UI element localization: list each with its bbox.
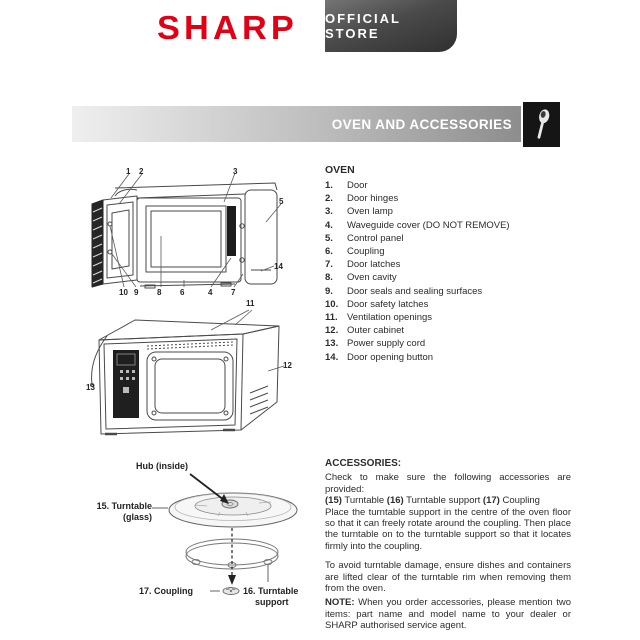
list-item: [325, 351, 571, 364]
list-item: [325, 311, 571, 324]
list-item: [325, 258, 571, 271]
item-label: Ventilation openings: [347, 312, 433, 324]
callout-lines: [211, 310, 284, 371]
turntable-glass-label: [80, 501, 152, 522]
note-label: NOTE:: [325, 597, 355, 609]
accessories-heading: ACCESSORIES:: [325, 458, 402, 469]
door-seal-band: [92, 200, 103, 287]
callout-coupling: 6: [180, 288, 185, 297]
accessories-intro: Check to make sure the following accessories are provided:: [325, 472, 571, 495]
accessories-note-paragraph: [325, 597, 571, 631]
front-control-panel: [113, 350, 139, 418]
item-number: 2.: [325, 193, 333, 205]
list-item: [325, 205, 571, 218]
oven-closed-diagram: [85, 308, 300, 438]
oven-parts-list: [325, 164, 571, 364]
turntable-support-label-line2: support: [255, 596, 289, 607]
item-label: Coupling: [347, 246, 385, 258]
item-number: 10.: [325, 298, 339, 310]
item-label: Oven cavity: [347, 272, 397, 284]
item-label: Control panel: [347, 232, 404, 244]
hub-label: Hub (inside): [136, 461, 188, 471]
list-item: [325, 192, 571, 205]
callout-safety-latches: 10: [119, 288, 128, 297]
waveguide-cover: [227, 206, 236, 256]
callout-waveguide: 4: [208, 288, 213, 297]
oven-body: [115, 183, 277, 288]
item-number: 9.: [325, 285, 333, 297]
num-16: (16): [386, 495, 404, 507]
item-label: Door latches: [347, 259, 401, 271]
item-number: 13.: [325, 338, 339, 350]
turntable-support-label: [243, 586, 309, 607]
turntable-support-ring: [186, 539, 278, 569]
item-label: Door hinges: [347, 193, 399, 205]
list-item: [325, 324, 571, 337]
item-number: 8.: [325, 272, 333, 284]
item-label: Oven lamp: [347, 206, 393, 218]
coupling-label: 17. Coupling: [139, 586, 193, 596]
turntable-support-label-line1: 16. Turntable: [243, 586, 299, 596]
callout-door-hinges: 2: [139, 167, 144, 176]
callout-power-cord: 13: [86, 383, 95, 392]
section-title-bar: [72, 106, 521, 142]
official-store-label: OFFICIAL STORE: [325, 11, 401, 41]
callout-door: 1: [126, 167, 131, 176]
item-number: 14.: [325, 351, 339, 363]
list-item: [325, 337, 571, 350]
callout-outer-cabinet: 12: [283, 361, 292, 370]
callout-door-open-button: 14: [274, 262, 283, 271]
label-turntable-support: Turntable support: [403, 495, 483, 507]
item-number: 6.: [325, 246, 333, 258]
item-label: Power supply cord: [347, 338, 426, 350]
list-item: [325, 179, 571, 192]
callout-oven-cavity: 8: [157, 288, 162, 297]
list-item: [325, 298, 571, 311]
sharp-logo: SHARP: [157, 9, 298, 46]
list-item: [325, 245, 571, 258]
open-door: [92, 189, 137, 287]
label-coupling: Coupling: [499, 495, 540, 507]
item-number: 12.: [325, 325, 339, 337]
num-17: (17): [482, 495, 500, 507]
door-window: [147, 342, 233, 420]
coupling-arrow: [228, 528, 236, 585]
turntable-glass: [169, 493, 297, 527]
section-title: OVEN AND ACCESSORIES: [331, 116, 512, 132]
callout-control-panel: 5: [279, 197, 284, 206]
accessories-placement-paragraph: Place the turntable support in the centre of the oven floor so that it can freely rotate around the coupling. Then place the turntable on to the turntable support so that it locates firmly into the coupling.: [325, 506, 571, 552]
item-label: Outer cabinet: [347, 325, 405, 337]
note-text: When you order accessories, please mention two items: part name and model name to your dealer or SHARP authorised service agent.: [325, 597, 572, 632]
item-number: 4.: [325, 219, 333, 231]
list-item: [325, 219, 571, 232]
item-label: Waveguide cover (DO NOT REMOVE): [347, 219, 510, 231]
list-item: [325, 285, 571, 298]
oven-heading: OVEN: [325, 164, 355, 176]
item-label: Door seals and sealing surfaces: [347, 285, 483, 297]
item-label: Door opening button: [347, 351, 434, 363]
item-label: Door: [347, 180, 368, 191]
label-turntable: Turntable: [341, 495, 387, 507]
item-number: 7.: [325, 259, 333, 271]
accessories-warning-paragraph: To avoid turntable damage, ensure dishes and containers are lifted clear of the turntable rim when removing them from the oven.: [325, 560, 571, 595]
turntable-glass-label-line2: (glass): [122, 511, 152, 522]
utensil-icon-box: [523, 102, 560, 147]
turntable-glass-label-line1: 15. Turntable: [96, 501, 152, 511]
item-label: Door safety latches: [347, 298, 429, 310]
accessories-provided-line: [325, 495, 571, 506]
accessories-section: [325, 458, 571, 632]
callout-door-seals: 9: [134, 288, 139, 297]
callout-oven-lamp: 3: [233, 167, 238, 176]
callout-door-latches: 7: [231, 288, 236, 297]
official-store-badge: [325, 0, 457, 52]
spoon-icon: [532, 108, 552, 142]
coupling: [223, 588, 239, 595]
item-number: 5.: [325, 232, 333, 244]
item-number: 3.: [325, 206, 333, 218]
callout-ventilation: 11: [246, 299, 255, 308]
item-number: 11.: [325, 312, 338, 324]
num-15: (15): [325, 495, 342, 507]
item-number: 1.: [325, 180, 333, 191]
list-item: [325, 271, 571, 284]
oven-open-door-diagram: [85, 168, 300, 298]
list-item: [325, 232, 571, 245]
